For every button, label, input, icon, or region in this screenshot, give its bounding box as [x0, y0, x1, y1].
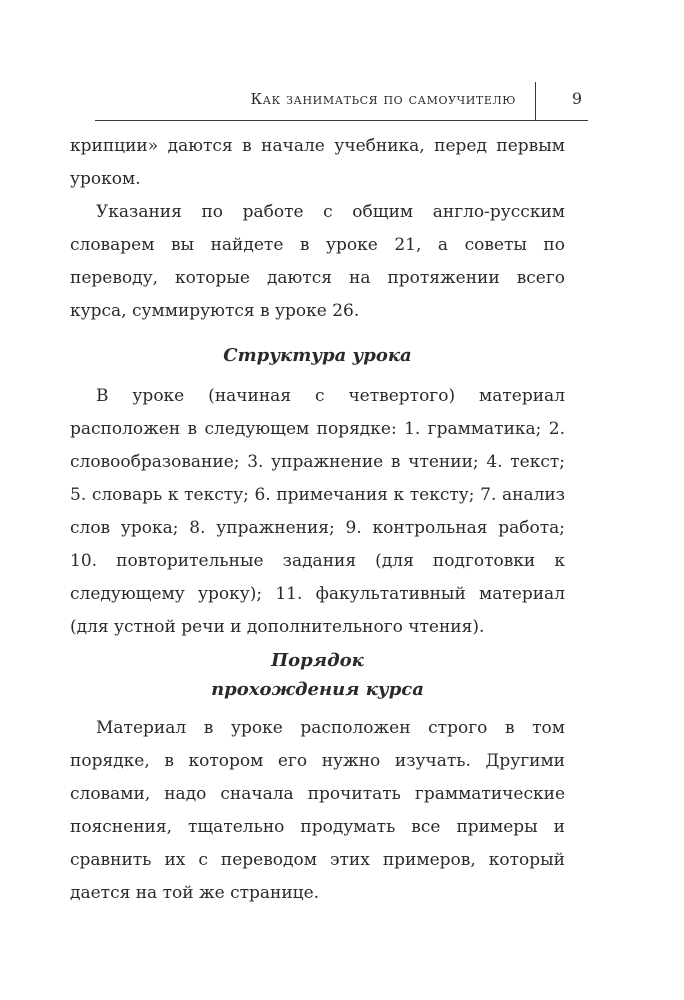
- paragraph-lesson-structure: В уроке (начиная с четвертого) материал расположен в следующем порядке: 1. грамматика; 2. словообразование; 3. упражнение в чтении; 4. текст; 5. словарь к тексту; 6. примечания к тексту; 7. анализ слов урока; 8. упражнения; 9. контрольная работа; 10. повторительные задания (для подготовки к следующему уроку); 11. факультативный материал (для устной речи и дополнительного чтения).: [70, 386, 565, 637]
- running-title: Как заниматься по самоучителю: [250, 90, 516, 108]
- paragraph-dictionary-notes: Указания по работе с общим англо-русским словарем вы найдете в уроке 21, а советы по переводу, которые даются на протяжении всего курса, суммируются в уроке 26.: [70, 202, 565, 321]
- paragraph-material-order: Материал в уроке расположен строго в том порядке, в котором его нужно изучать. Другими словами, надо сначала прочитать грамматические пояснения, тщательно продумать все примеры и сравнить их с переводом этих примеров, который дается на той же странице.: [70, 718, 565, 903]
- running-head: [95, 80, 588, 121]
- heading-line-1: Порядок: [271, 650, 364, 671]
- header-divider: [535, 82, 536, 120]
- section-heading-structure: Структура урока: [223, 345, 412, 366]
- heading-line-2: прохождения курса: [211, 679, 424, 700]
- section-heading-course-order: [70, 646, 565, 704]
- paragraph-continuation: крипции» даются в начале учебника, перед первым уроком.: [70, 136, 565, 189]
- page-number: 9: [571, 89, 582, 108]
